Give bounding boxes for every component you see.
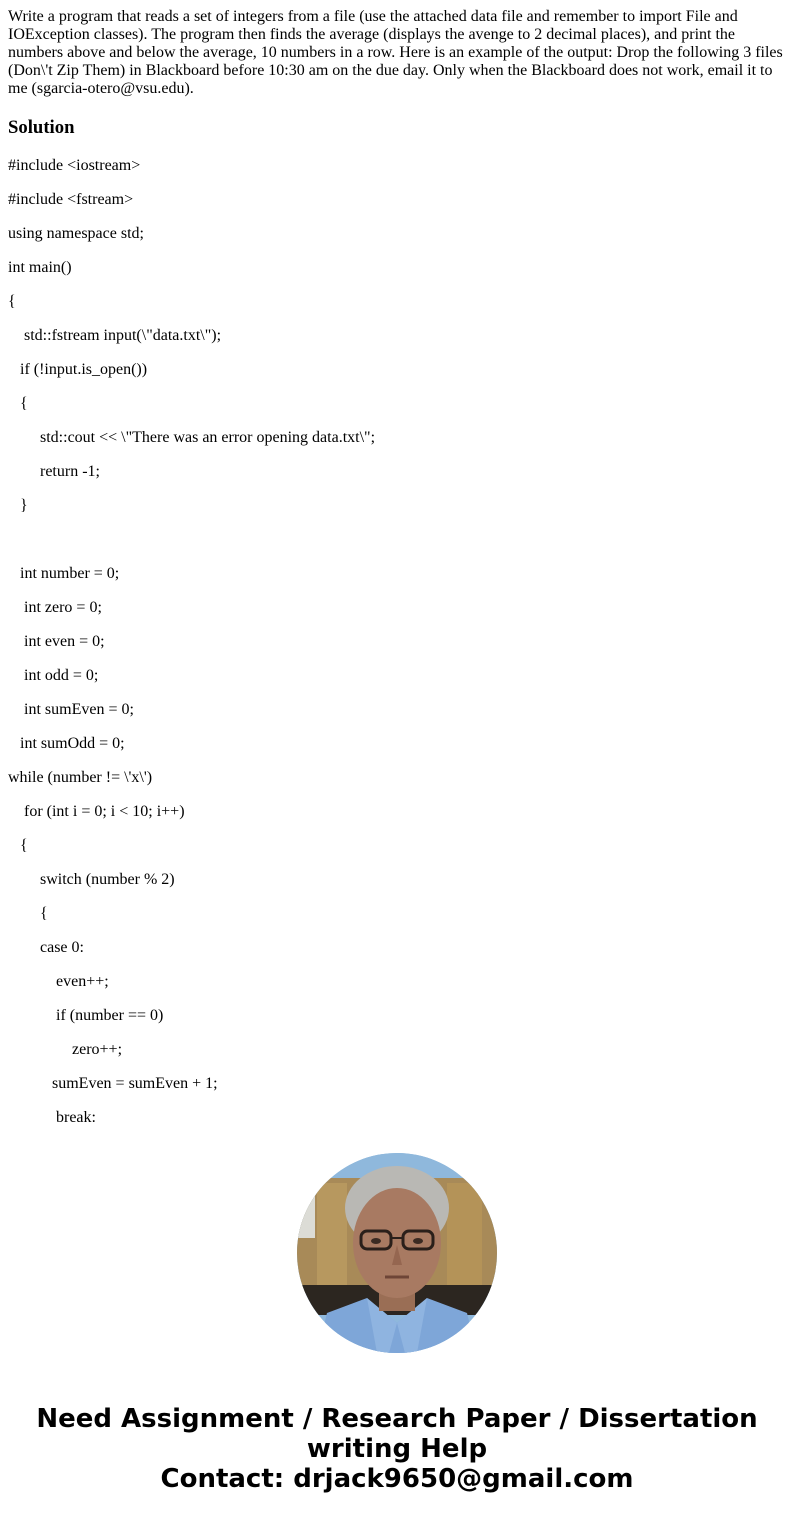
code-line: switch (number % 2) <box>40 871 175 888</box>
code-line: zero++; <box>72 1041 123 1058</box>
promo-line-1: Need Assignment / Research Paper / Dissertation <box>36 1404 758 1434</box>
code-line: int number = 0; <box>20 565 120 582</box>
code-line: { <box>20 395 28 412</box>
code-line: sumEven = sumEven + 1; <box>52 1075 218 1092</box>
code-line: { <box>20 837 28 854</box>
promo-contact: Contact: drjack9650@gmail.com <box>160 1464 634 1494</box>
code-line: using namespace std; <box>8 225 144 242</box>
code-line: break: <box>56 1109 96 1126</box>
promo-banner <box>0 1404 794 1494</box>
code-line: if (!input.is_open()) <box>20 361 148 378</box>
portrait-image <box>297 1153 497 1353</box>
code-line: if (number == 0) <box>56 1007 164 1024</box>
code-line: int even = 0; <box>24 633 105 650</box>
code-line: case 0: <box>40 939 84 956</box>
code-line: return -1; <box>40 463 100 480</box>
code-line: even++; <box>56 973 109 990</box>
question-text: Write a program that reads a set of integers from a file (use the attached data file and remember to import File and IOException classes). The program then finds the average (displays the avenge to 2 decimal places), and print the numbers above and below the average, 10 numbers in a row. Here is an example of the output: Drop the following 3 files (Don\'t Zip Them) in Blackboard before 10:30 am on the due day. Only when the Blackboard does not work, email it to me (sgarcia-otero@vsu.edu). <box>8 8 783 97</box>
code-line: } <box>20 497 28 514</box>
code-line: #include <iostream> <box>8 157 141 174</box>
code-line: int sumOdd = 0; <box>20 735 125 752</box>
promo-line-2: writing Help <box>306 1434 488 1464</box>
code-line: { <box>40 905 48 922</box>
code-line: int sumEven = 0; <box>24 701 134 718</box>
solution-heading: Solution <box>8 117 75 138</box>
code-line: int odd = 0; <box>24 667 99 684</box>
code-line: std::fstream input(\"data.txt\"); <box>24 327 222 344</box>
code-line: while (number != \'x\') <box>8 769 153 786</box>
code-line: for (int i = 0; i < 10; i++) <box>24 803 185 820</box>
code-line: int main() <box>8 259 72 276</box>
code-line: int zero = 0; <box>24 599 102 616</box>
code-line: { <box>8 293 16 310</box>
code-line: #include <fstream> <box>8 191 134 208</box>
author-avatar <box>297 1153 497 1353</box>
code-line: std::cout << \"There was an error opening data.txt\"; <box>40 429 376 446</box>
